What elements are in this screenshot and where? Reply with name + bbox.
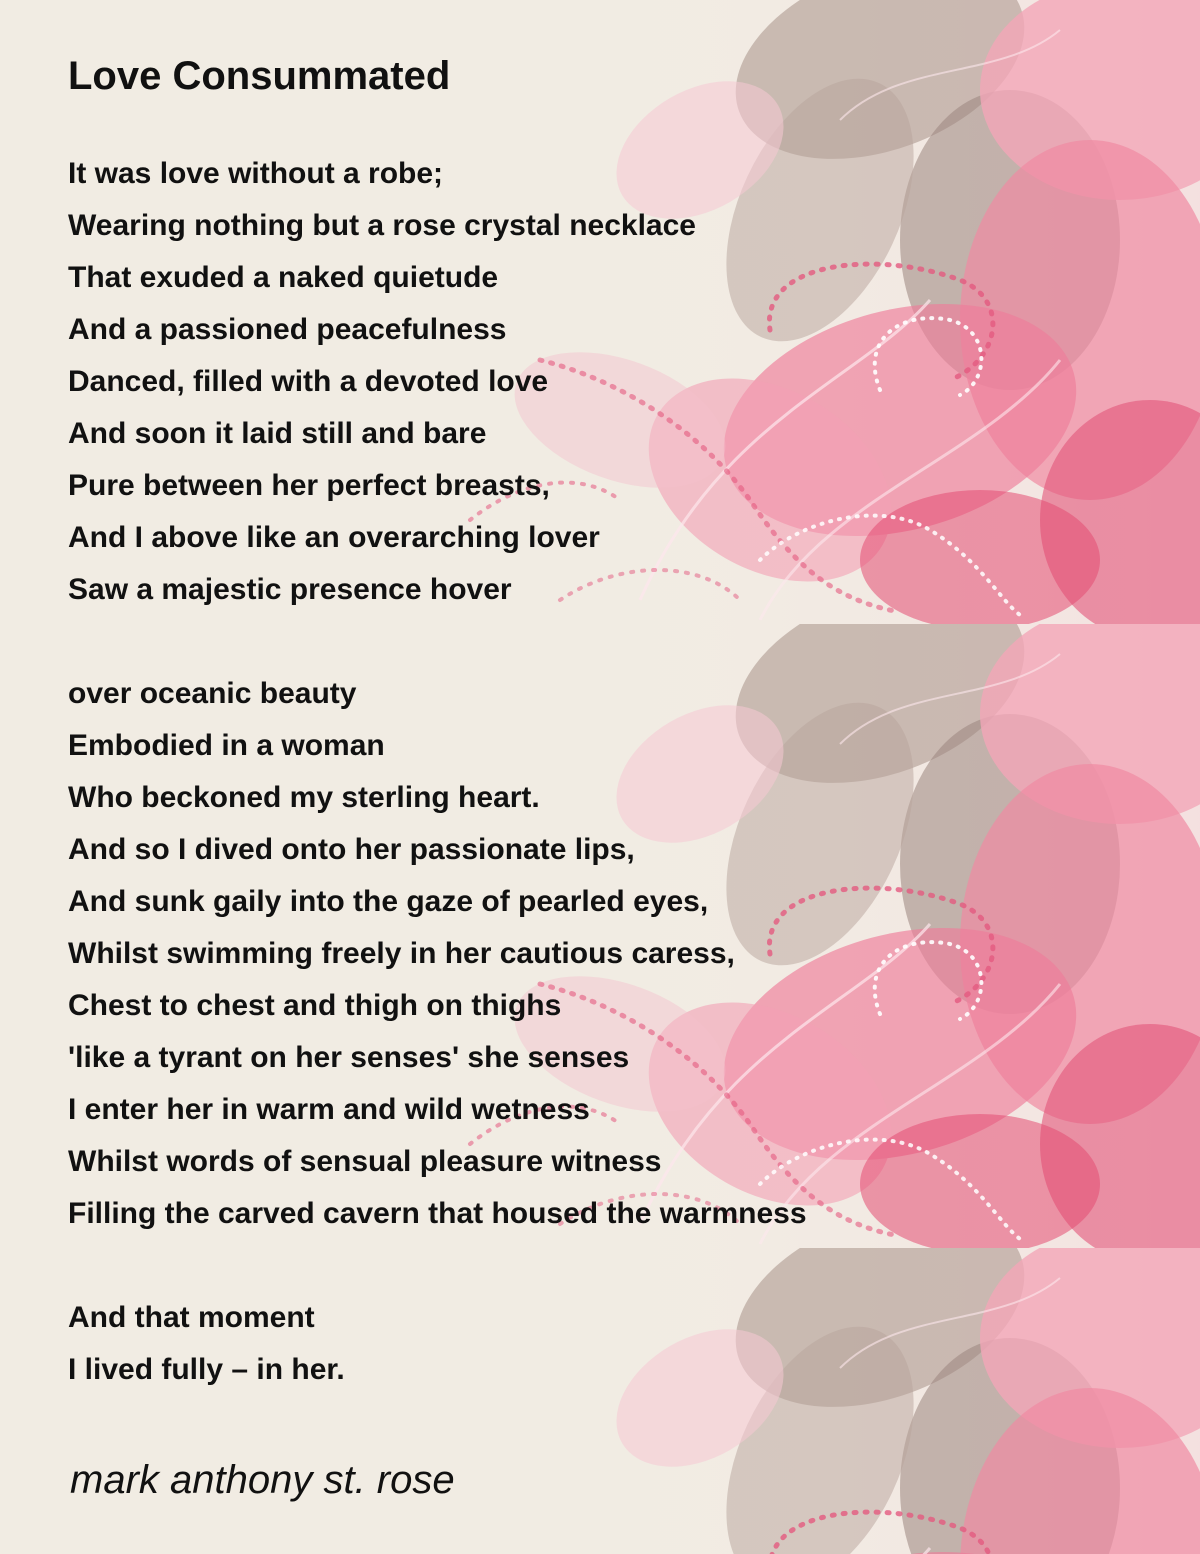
poem-line: And soon it laid still and bare: [68, 417, 487, 450]
poem-line: over oceanic beauty: [68, 677, 357, 710]
poem-line: Chest to chest and thigh on thighs: [68, 989, 562, 1022]
poem-line: And sunk gaily into the gaze of pearled eyes,: [68, 885, 709, 918]
poem-line: Danced, filled with a devoted love: [68, 365, 549, 398]
poem-line: Saw a majestic presence hover: [68, 573, 512, 606]
stanza: [68, 1292, 345, 1396]
stanza: [68, 668, 807, 1240]
poem-line: Pure between her perfect breasts,: [68, 469, 550, 502]
poem-line: 'like a tyrant on her senses' she senses: [68, 1041, 630, 1074]
poem-line: Whilst swimming freely in her cautious caress,: [68, 937, 735, 970]
poem-line: It was love without a robe;: [68, 157, 444, 190]
poem-line: Wearing nothing but a rose crystal necklace: [68, 209, 696, 242]
poem-line: Who beckoned my sterling heart.: [68, 781, 540, 814]
poem-line: And that moment: [68, 1301, 315, 1334]
poem-title: Love Consummated: [68, 54, 451, 98]
poem-line: And I above like an overarching lover: [68, 521, 600, 554]
poem-author: mark anthony st. rose: [70, 1458, 455, 1502]
poem-line: And so I dived onto her passionate lips,: [68, 833, 635, 866]
poem-line: Embodied in a woman: [68, 729, 385, 762]
poem-line: Filling the carved cavern that housed the warmness: [68, 1197, 807, 1230]
poem-line: I enter her in warm and wild wetness: [68, 1093, 590, 1126]
stanza: [68, 148, 696, 616]
poem-line: And a passioned peacefulness: [68, 313, 507, 346]
poem-line: I lived fully – in her.: [68, 1353, 345, 1386]
poem-line: Whilst words of sensual pleasure witness: [68, 1145, 662, 1178]
poem-line: That exuded a naked quietude: [68, 261, 499, 294]
